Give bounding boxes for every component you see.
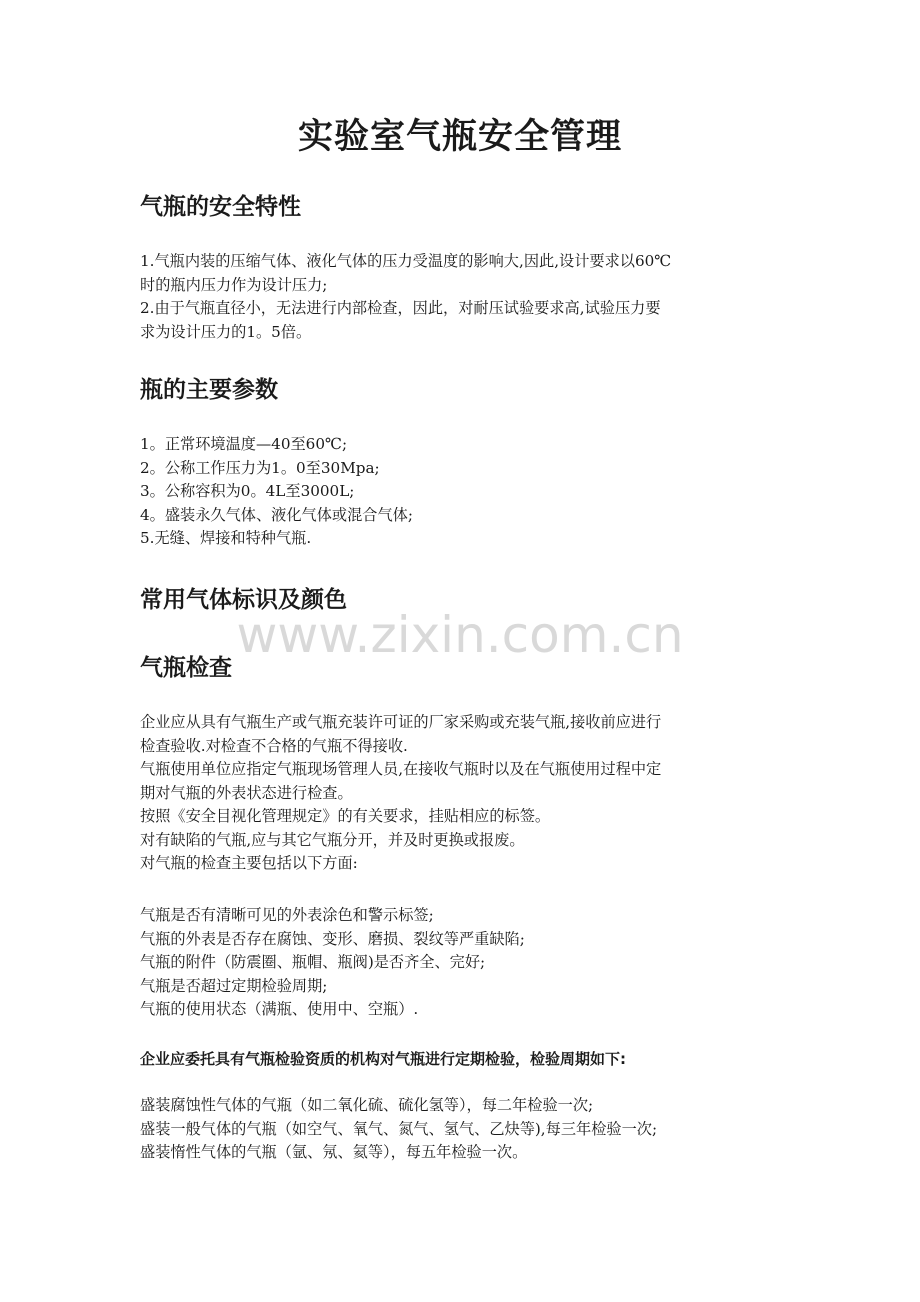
text-line: 气瓶使用单位应指定气瓶现场管理人员,在接收气瓶时以及在气瓶使用过程中定 xyxy=(140,760,662,778)
text-line: 时的瓶内压力作为设计压力; xyxy=(140,275,328,294)
list-item: 3。公称容积为0。4L至3000L; xyxy=(140,482,355,500)
text-line: 对气瓶的检查主要包括以下方面: xyxy=(140,854,358,872)
text-line: 检查验收.对检查不合格的气瓶不得接收. xyxy=(140,736,408,755)
list-item: 气瓶的附件（防震圈、瓶帽、瓶阀)是否齐全、完好; xyxy=(140,953,486,971)
heading-cylinder-inspection: 气瓶检查 xyxy=(140,655,232,681)
list-item: 1。正常环境温度—40至60℃; xyxy=(140,435,348,453)
text-line: 企业应从具有气瓶生产或气瓶充装许可证的厂家采购或充装气瓶,接收前应进行 xyxy=(140,713,662,731)
list-item: 2。公称工作压力为1。0至30Mpa; xyxy=(140,458,380,477)
list-item: 气瓶的外表是否存在腐蚀、变形、磨损、裂纹等严重缺陷; xyxy=(140,929,525,948)
inspection-items xyxy=(140,904,790,1022)
inspection-periods xyxy=(140,1094,790,1165)
text-line: 期对气瓶的外表状态进行检查。 xyxy=(140,783,353,802)
list-item: 气瓶的使用状态（满瓶、使用中、空瓶）. xyxy=(140,1000,419,1018)
inspection-text xyxy=(140,711,790,876)
inspection-notice: 企业应委托具有气瓶检验资质的机构对气瓶进行定期检验，检验周期如下: xyxy=(140,1050,627,1068)
heading-gas-colors: 常用气体标识及颜色 xyxy=(140,587,347,613)
list-item: 气瓶是否超过定期检验周期; xyxy=(140,976,328,995)
text-line: 1.气瓶内装的压缩气体、液化气体的压力受温度的影响大,因此,设计要求以60℃ xyxy=(140,252,672,270)
list-item: 气瓶是否有清晰可见的外表涂色和警示标签; xyxy=(140,906,434,924)
watermark: www.zixin.com.cn xyxy=(236,606,684,664)
list-item: 4。盛装永久气体、液化气体或混合气体; xyxy=(140,505,413,524)
heading-main-parameters: 瓶的主要参数 xyxy=(140,377,278,403)
safety-features-text xyxy=(140,250,790,344)
text-line: 2.由于气瓶直径小，无法进行内部检查，因此，对耐压试验要求高,试验压力要 xyxy=(140,299,661,317)
heading-safety-features: 气瓶的安全特性 xyxy=(140,194,301,220)
text-line: 按照《安全目视化管理规定》的有关要求，挂贴相应的标签。 xyxy=(140,807,551,825)
document-title: 实验室气瓶安全管理 xyxy=(297,117,622,157)
list-item: 盛装一般气体的气瓶（如空气、氧气、氮气、氢气、乙炔等),每三年检验一次; xyxy=(140,1119,658,1138)
text-line: 求为设计压力的1。5倍。 xyxy=(140,322,312,341)
main-parameters-list xyxy=(140,433,790,551)
list-item: 盛装惰性气体的气瓶（氩、氖、氦等），每五年检验一次。 xyxy=(140,1143,528,1161)
list-item: 盛装腐蚀性气体的气瓶（如二氧化硫、硫化氢等），每二年检验一次; xyxy=(140,1096,594,1114)
list-item: 5.无缝、焊接和特种气瓶. xyxy=(140,529,312,547)
text-line: 对有缺陷的气瓶,应与其它气瓶分开，并及时更换或报废。 xyxy=(140,830,525,849)
